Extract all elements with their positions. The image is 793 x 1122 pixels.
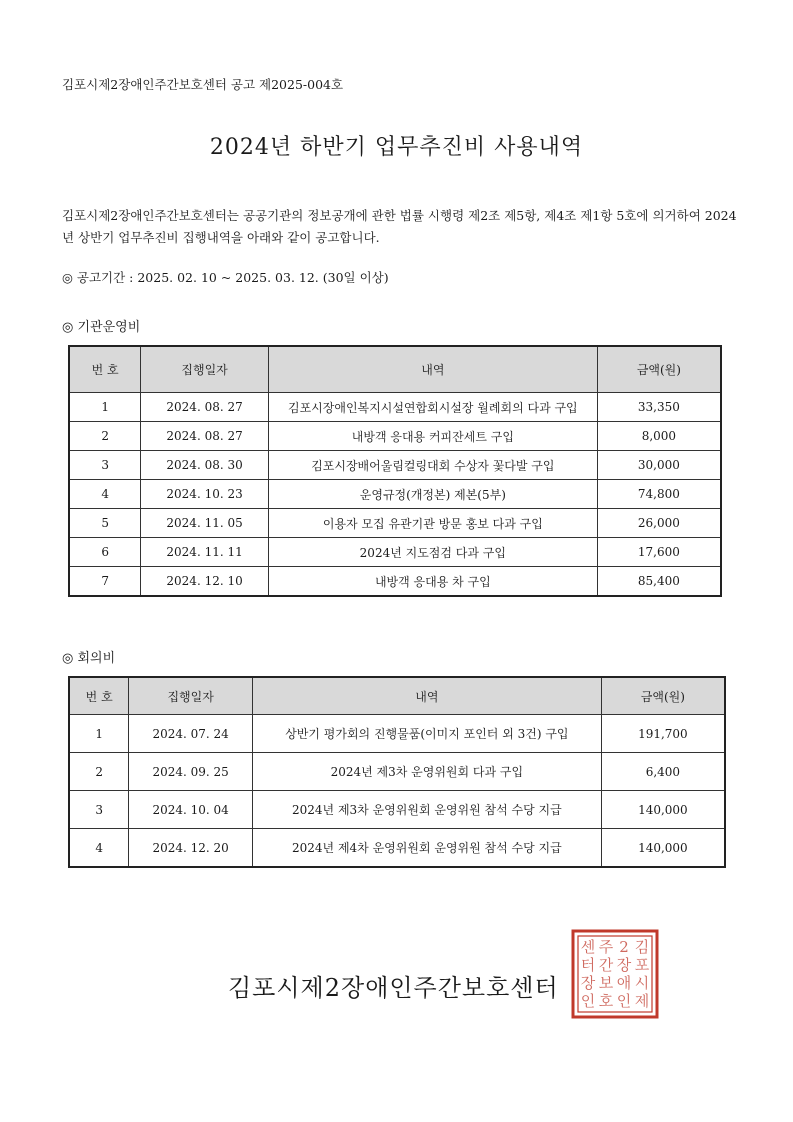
row-amount: 33,350 bbox=[597, 393, 721, 422]
table-row bbox=[69, 451, 721, 480]
seal-glyph: 센 bbox=[580, 938, 596, 956]
row-amount: 85,400 bbox=[597, 567, 721, 597]
seal-glyph: 터 bbox=[580, 956, 596, 974]
row-number: 3 bbox=[69, 451, 141, 480]
row-number: 2 bbox=[69, 422, 141, 451]
row-detail: 김포시장배어울림컬링대회 수상자 꽃다발 구입 bbox=[268, 451, 597, 480]
row-date: 2024. 12. 10 bbox=[141, 567, 269, 597]
row-detail: 2024년 제4차 운영위원회 운영위원 참석 수당 지급 bbox=[252, 829, 601, 868]
official-seal-icon bbox=[570, 928, 660, 1020]
row-amount: 17,600 bbox=[597, 538, 721, 567]
row-amount: 6,400 bbox=[601, 753, 725, 791]
table-header-row bbox=[69, 346, 721, 393]
header-date: 집행일자 bbox=[141, 346, 269, 393]
row-detail: 이용자 모집 유관기관 방문 홍보 다과 구입 bbox=[268, 509, 597, 538]
row-date: 2024. 09. 25 bbox=[129, 753, 253, 791]
row-date: 2024. 10. 04 bbox=[129, 791, 253, 829]
row-number: 2 bbox=[69, 753, 129, 791]
row-date: 2024. 08. 27 bbox=[141, 393, 269, 422]
row-amount: 8,000 bbox=[597, 422, 721, 451]
row-amount: 26,000 bbox=[597, 509, 721, 538]
row-number: 6 bbox=[69, 538, 141, 567]
row-date: 2024. 12. 20 bbox=[129, 829, 253, 868]
row-date: 2024. 10. 23 bbox=[141, 480, 269, 509]
seal-glyph: 김 bbox=[634, 938, 650, 956]
row-detail: 운영규정(개정본) 제본(5부) bbox=[268, 480, 597, 509]
seal-glyph: 제 bbox=[634, 992, 650, 1010]
row-amount: 140,000 bbox=[601, 791, 725, 829]
row-detail: 내방객 응대용 차 구입 bbox=[268, 567, 597, 597]
table-row bbox=[69, 567, 721, 597]
row-detail: 내방객 응대용 커피잔세트 구입 bbox=[268, 422, 597, 451]
table-row bbox=[69, 753, 725, 791]
table-row bbox=[69, 509, 721, 538]
row-detail: 2024년 지도점검 다과 구입 bbox=[268, 538, 597, 567]
table-row bbox=[69, 829, 725, 868]
seal-glyph: 장 bbox=[580, 974, 596, 992]
table-row bbox=[69, 715, 725, 753]
table-row bbox=[69, 393, 721, 422]
table-row bbox=[69, 480, 721, 509]
row-amount: 191,700 bbox=[601, 715, 725, 753]
row-amount: 140,000 bbox=[601, 829, 725, 868]
row-number: 1 bbox=[69, 393, 141, 422]
seal-glyph: 애 bbox=[616, 974, 632, 992]
row-number: 5 bbox=[69, 509, 141, 538]
header-number: 번 호 bbox=[69, 677, 129, 715]
row-number: 4 bbox=[69, 829, 129, 868]
seal-glyph: 포 bbox=[634, 956, 650, 974]
row-date: 2024. 07. 24 bbox=[129, 715, 253, 753]
header-detail: 내역 bbox=[252, 677, 601, 715]
row-number: 7 bbox=[69, 567, 141, 597]
header-amount: 금액(원) bbox=[597, 346, 721, 393]
seal-glyph: 인 bbox=[580, 992, 596, 1010]
seal-glyph: 장 bbox=[616, 956, 632, 974]
row-number: 4 bbox=[69, 480, 141, 509]
seal-glyph: 주 bbox=[598, 938, 614, 956]
section-title-operating: ◎ 기관운영비 bbox=[62, 320, 141, 335]
table-header-row bbox=[69, 677, 725, 715]
notice-number: 김포시제2장애인주간보호센터 공고 제2025-004호 bbox=[62, 77, 344, 92]
table-row bbox=[69, 791, 725, 829]
row-detail: 2024년 제3차 운영위원회 다과 구입 bbox=[252, 753, 601, 791]
section-title-meeting: ◎ 회의비 bbox=[62, 651, 116, 666]
seal-glyph: 인 bbox=[616, 992, 632, 1010]
organization-name: 김포시제2장애인주간보호센터 bbox=[228, 974, 559, 1002]
row-number: 1 bbox=[69, 715, 129, 753]
operating-expense-table bbox=[68, 345, 722, 597]
intro-text: 김포시제2장애인주간보호센터는 공공기관의 정보공개에 관한 법률 시행령 제2조 제5항, 제4조 제1항 5호에 의거하여 2024년 상반기 업무추진비 집행내역을 아래와 같이 공고합니다. bbox=[62, 208, 737, 245]
row-detail: 김포시장애인복지시설연합회시설장 월례회의 다과 구입 bbox=[268, 393, 597, 422]
row-number: 3 bbox=[69, 791, 129, 829]
row-detail: 2024년 제3차 운영위원회 운영위원 참석 수당 지급 bbox=[252, 791, 601, 829]
notice-period: ◎ 공고기간 : 2025. 02. 10 ~ 2025. 03. 12. (30일 이상) bbox=[62, 270, 389, 285]
row-amount: 74,800 bbox=[597, 480, 721, 509]
row-detail: 상반기 평가회의 진행물품(이미지 포인터 외 3건) 구입 bbox=[252, 715, 601, 753]
seal-glyph: 2 bbox=[619, 938, 629, 956]
row-date: 2024. 08. 30 bbox=[141, 451, 269, 480]
seal-glyph: 호 bbox=[598, 992, 614, 1010]
row-date: 2024. 11. 05 bbox=[141, 509, 269, 538]
row-date: 2024. 11. 11 bbox=[141, 538, 269, 567]
header-date: 집행일자 bbox=[129, 677, 253, 715]
row-date: 2024. 08. 27 bbox=[141, 422, 269, 451]
page-title: 2024년 하반기 업무추진비 사용내역 bbox=[209, 135, 584, 160]
header-number: 번 호 bbox=[69, 346, 141, 393]
seal-glyph: 간 bbox=[598, 956, 614, 974]
header-detail: 내역 bbox=[268, 346, 597, 393]
seal-glyph: 시 bbox=[634, 974, 650, 992]
meeting-expense-table bbox=[68, 676, 726, 868]
table-row bbox=[69, 538, 721, 567]
seal-glyph: 보 bbox=[598, 974, 614, 992]
header-amount: 금액(원) bbox=[601, 677, 725, 715]
row-amount: 30,000 bbox=[597, 451, 721, 480]
table-row bbox=[69, 422, 721, 451]
